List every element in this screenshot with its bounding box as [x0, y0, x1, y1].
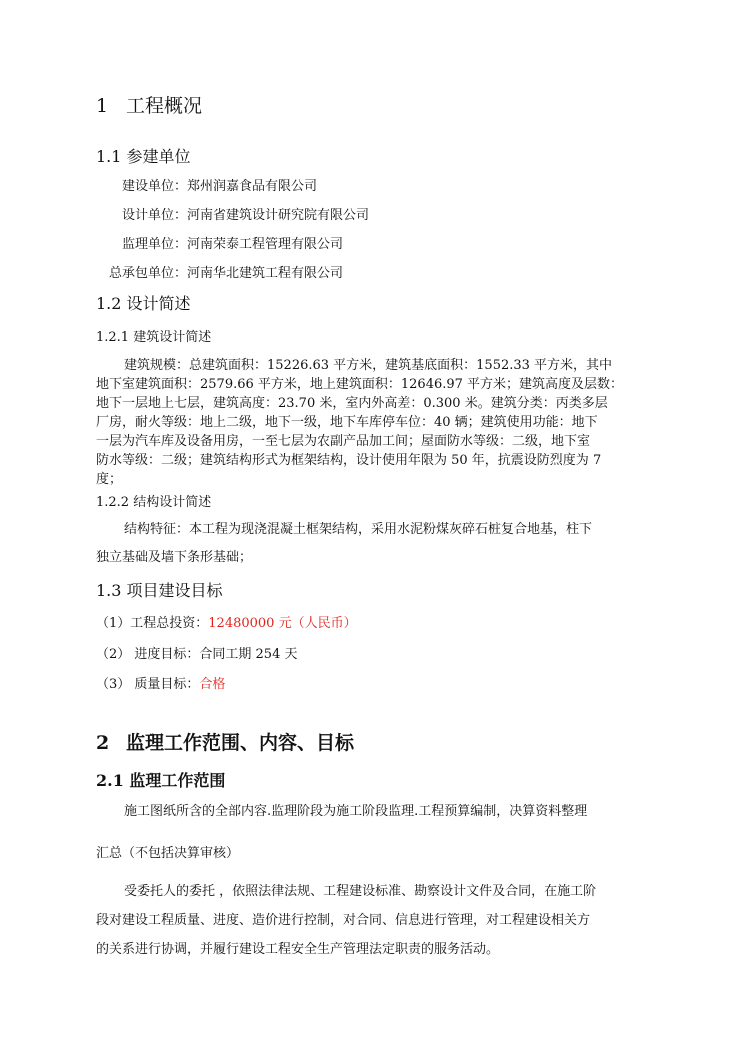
goal-item-investment [96, 612, 357, 631]
paragraph-line: 受委托人的委托 ，依照法律法规、工程建设标准、勘察设计文件及合同，在施工阶 [124, 884, 597, 899]
goal-label: （3） 质量目标： [96, 677, 200, 692]
paragraph-line: 地下室建筑面积：2579.66 平方米，地上建筑面积：12646.97 平方米；建筑高度及层数： [96, 377, 624, 392]
subsection-1-3-heading: 1.3 项目建设目标 [96, 581, 223, 600]
paragraph-line: 结构特征：本工程为现浇混凝土框架结构，采用水泥粉煤灰碎石桩复合地基，柱下 [124, 522, 593, 537]
participant-value: 河南省建筑设计研究院有限公司 [187, 208, 370, 223]
section-title: 监理工作范围、内容、目标 [126, 732, 355, 754]
participant-label: 总承包单位： [109, 266, 188, 281]
paragraph-line: 度； [96, 472, 123, 487]
participant-label: 监理单位： [122, 237, 188, 252]
paragraph-line: 的关系进行协调，并履行建设工程安全生产管理法定职责的服务活动。 [96, 942, 500, 957]
subsection-1-2-2-heading: 1.2.2 结构设计简述 [96, 495, 212, 510]
participant-value: 河南华北建筑工程有限公司 [187, 266, 344, 281]
participant-value: 郑州润嘉食品有限公司 [187, 179, 318, 194]
participant-value: 河南荣泰工程管理有限公司 [187, 237, 344, 252]
section-1-heading [96, 91, 202, 118]
goal-item-schedule: （2） 进度目标：合同工期 254 天 [96, 647, 298, 662]
section-number: 1 [96, 95, 109, 117]
paragraph-line: 厂房，耐火等级：地上二级，地下一级，地下车库停车位：40 辆；建筑使用功能：地下 [96, 415, 598, 430]
participant-label: 设计单位： [122, 208, 188, 223]
goal-item-quality [96, 673, 225, 692]
section-2-heading [96, 728, 354, 755]
subsection-1-1-heading: 1.1 参建单位 [96, 147, 191, 166]
participant-row [122, 233, 343, 252]
participant-row [122, 175, 317, 194]
participant-row [109, 262, 343, 281]
goal-label: （1）工程总投资： [96, 616, 209, 631]
paragraph-line: 独立基础及墙下条形基础； [96, 550, 253, 565]
participant-row [122, 204, 369, 223]
goal-value: 合格 [199, 677, 226, 692]
paragraph-line: 防水等级：二级；建筑结构形式为框架结构，设计使用年限为 50 年，抗震设防烈度为 7 [96, 453, 602, 468]
section-title: 工程概况 [126, 95, 203, 117]
subsection-1-2-1-heading: 1.2.1 建筑设计简述 [96, 330, 212, 345]
participant-label: 建设单位： [122, 179, 188, 194]
subsection-2-1-heading: 2.1 监理工作范围 [96, 771, 226, 790]
paragraph-line: 建筑规模：总建筑面积：15226.63 平方米，建筑基底面积：1552.33 平方米，其中 [124, 358, 613, 373]
paragraph-line: 一层为汽车库及设备用房，一至七层为农副产品加工间；屋面防水等级：二级，地下室 [96, 434, 591, 449]
paragraph-line: 施工图纸所含的全部内容.监理阶段为施工阶段监理.工程预算编制，决算资料整理 [124, 804, 588, 819]
goal-value: 12480000 元（人民币） [208, 616, 357, 631]
paragraph-line: 段对建设工程质量、进度、造价进行控制，对合同、信息进行管理，对工程建设相关方 [96, 913, 591, 928]
section-number: 2 [96, 732, 110, 754]
paragraph-line: 汇总（不包括决算审核） [96, 846, 240, 861]
subsection-1-2-heading: 1.2 设计简述 [96, 294, 191, 313]
paragraph-line: 地下一层地上七层，建筑高度：23.70 米，室内外高差：0.300 米。建筑分类：丙类多层 [96, 396, 608, 411]
